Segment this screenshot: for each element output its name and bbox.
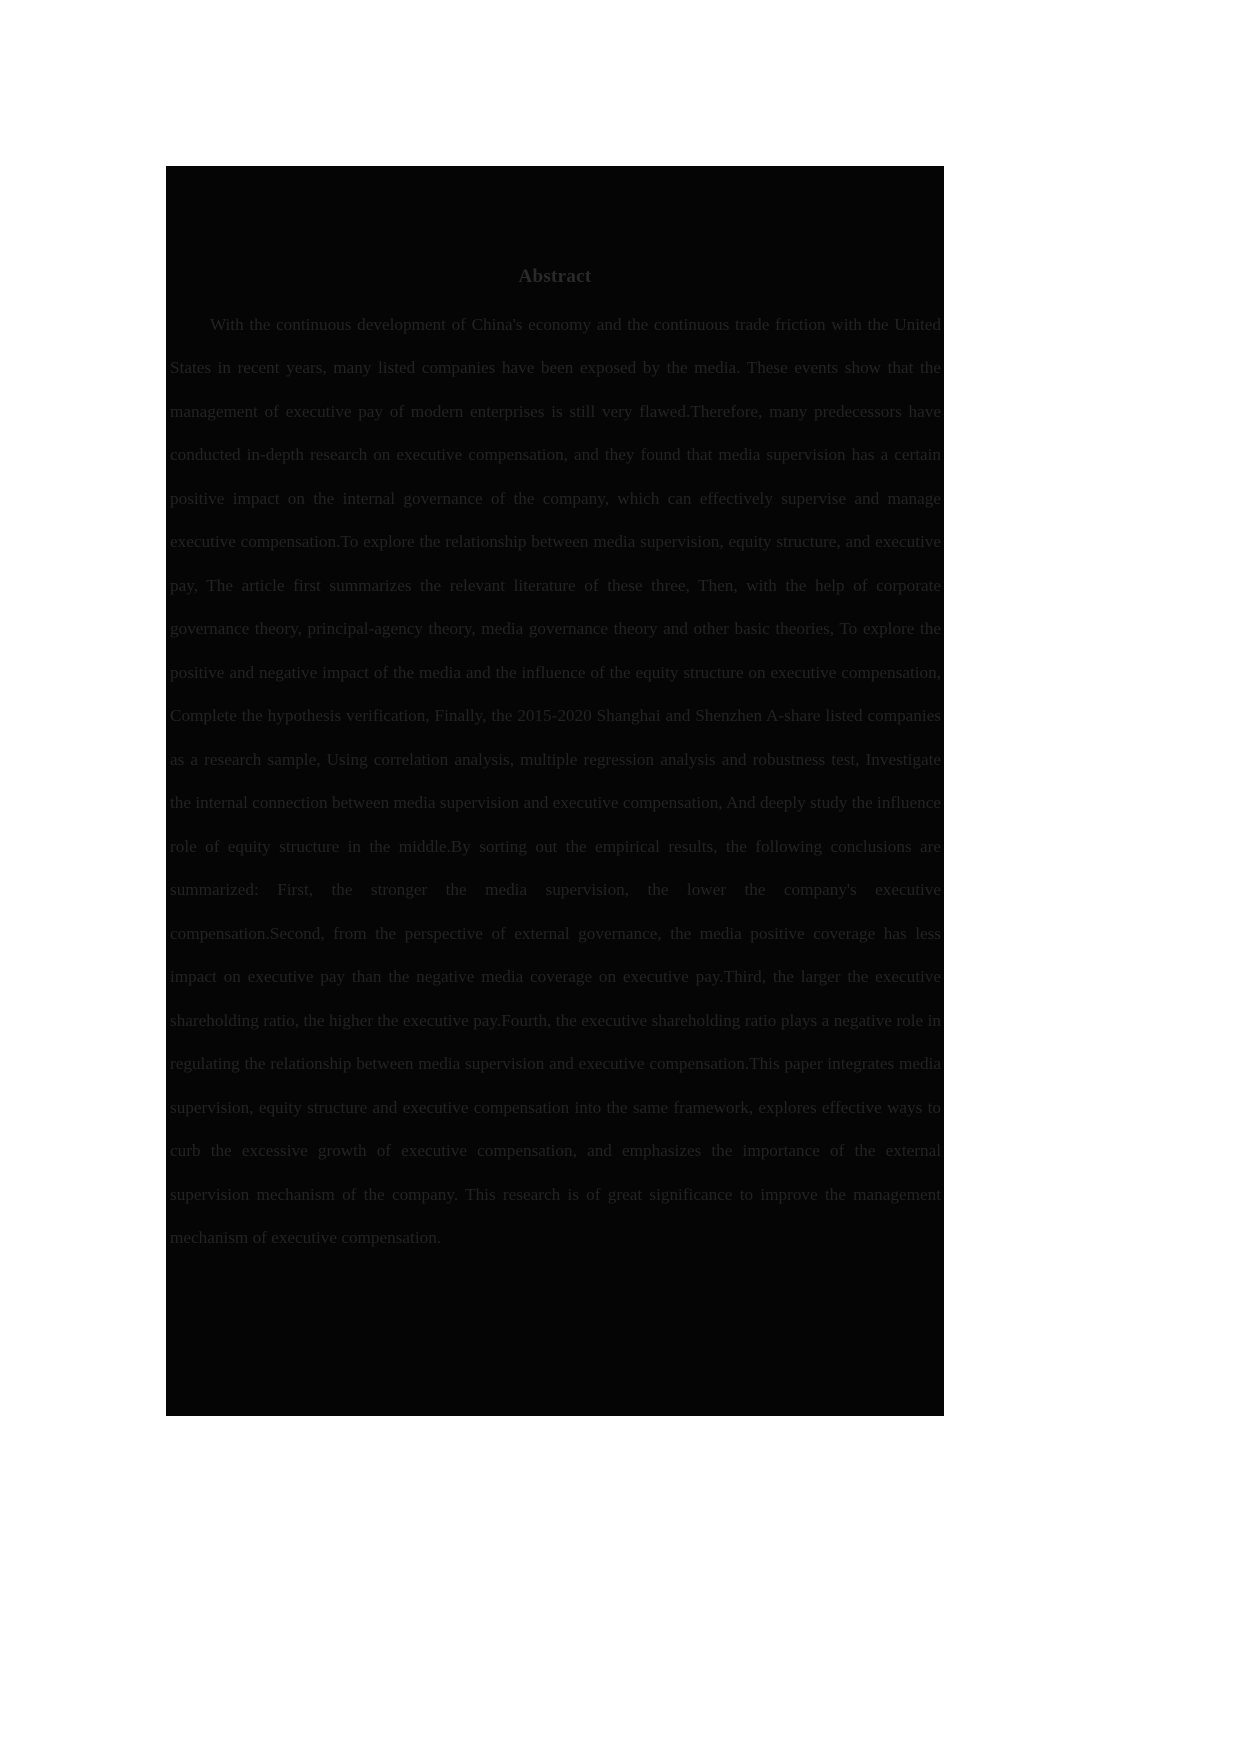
document-page	[166, 166, 944, 1416]
page-content	[166, 166, 944, 1260]
abstract-paragraph: With the continuous development of China's economy and the continuous trade friction with the United States in recent years, many listed companies have been exposed by the media. These events show that the management of executive pay of modern enterprises is still very flawed.Therefore, many predecessors have conducted in-depth research on executive compensation, and they found that media supervision has a certain positive impact on the internal governance of the company, which can effectively supervise and manage executive compensation.To explore the relationship between media supervision, equity structure, and executive pay, The article first summarizes the relevant literature of these three, Then, with the help of corporate governance theory, principal-agency theory, media governance theory and other basic theories, To explore the positive and negative impact of the media and the influence of the equity structure on executive compensation, Complete the hypothesis verification, Finally, the 2015-2020 Shanghai and Shenzhen A-share listed companies as a research sample, Using correlation analysis, multiple regression analysis and robustness test, Investigate the internal connection between media supervision and executive compensation, And deeply study the influence role of equity structure in the middle.By sorting out the empirical results, the following conclusions are summarized: First, the stronger the media supervision, the lower the company's executive compensation.Second, from the perspective of external governance, the media positive coverage has less impact on executive pay than the negative media coverage on executive pay.Third, the larger the executive shareholding ratio, the higher the executive pay.Fourth, the executive shareholding ratio plays a negative role in regulating the relationship between media supervision and executive compensation.This paper integrates media supervision, equity structure and executive compensation into the same framework, explores effective ways to curb the excessive growth of executive compensation, and emphasizes the importance of the external supervision mechanism of the company. This research is of great significance to improve the management mechanism of executive compensation.	[170, 314, 941, 1248]
abstract-heading: Abstract	[518, 266, 592, 287]
